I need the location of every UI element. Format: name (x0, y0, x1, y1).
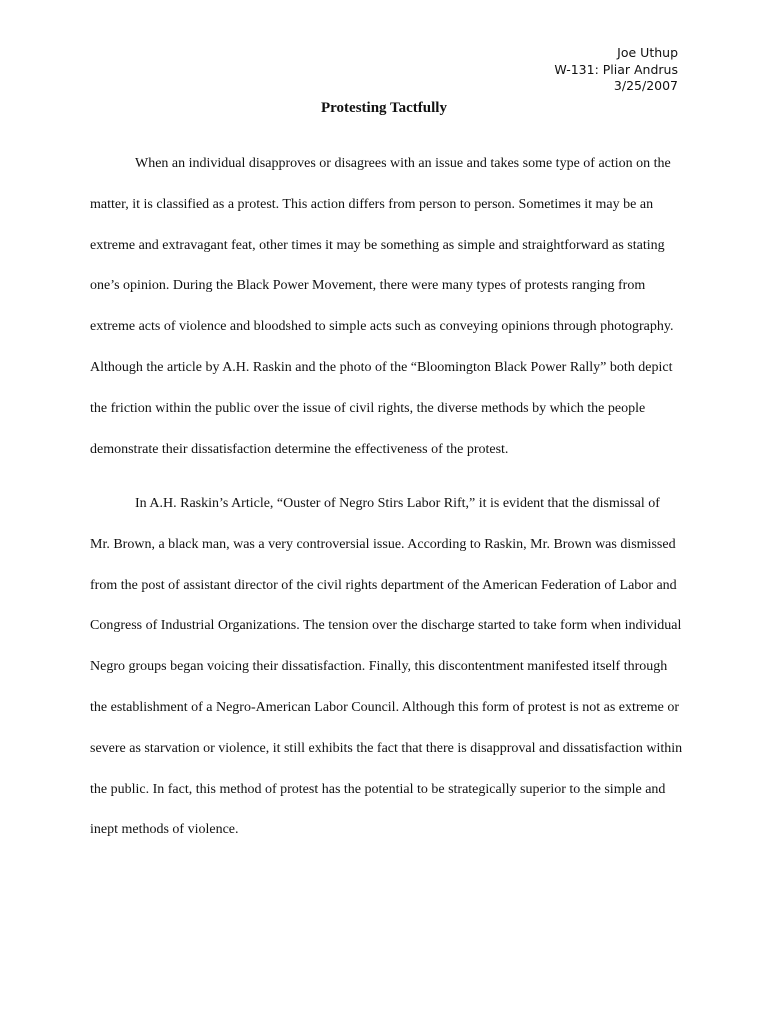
paragraph-line: the public. In fact, this method of protest has the potential to be strategically superior to the simple and (90, 781, 666, 797)
document-title: Protesting Tactfully (321, 100, 447, 116)
paragraph-line: the friction within the public over the issue of civil rights, the diverse methods by which the people (90, 400, 646, 416)
header-block (554, 45, 678, 95)
paragraph-1 (90, 144, 680, 470)
paragraph-line: inept methods of violence. (90, 822, 239, 838)
document-date: 3/25/2007 (613, 78, 678, 93)
paragraph-line: In A.H. Raskin’s Article, “Ouster of Negro Stirs Labor Rift,” it is evident that the dismissal of (135, 496, 660, 511)
paragraph-line: demonstrate their dissatisfaction determine the effectiveness of the protest. (90, 441, 509, 457)
paragraph-line: from the post of assistant director of the civil rights department of the American Federation of Labor and (90, 577, 677, 593)
paragraph-line: extreme and extravagant feat, other times it may be something as simple and straightforward as stating (90, 237, 665, 253)
paragraph-2 (90, 484, 683, 851)
paragraph-line: severe as starvation or violence, it still exhibits the fact that there is disapproval and dissatisfaction within (90, 740, 683, 756)
paragraph-line: the establishment of a Negro-American Labor Council. Although this form of protest is not as extreme or (90, 699, 680, 715)
paragraph-line: one’s opinion. During the Black Power Movement, there were many types of protests ranging from (90, 278, 646, 294)
paragraph-line: Although the article by A.H. Raskin and the photo of the “Bloomington Black Power Rally” both depict (90, 359, 673, 375)
paragraph-line: Congress of Industrial Organizations. The tension over the discharge started to take form when individual (90, 618, 682, 634)
paragraph-line: extreme acts of violence and bloodshed to simple acts such as conveying opinions through photography. (90, 319, 674, 335)
paragraph-line: Negro groups began voicing their dissatisfaction. Finally, this discontentment manifested itself through (90, 659, 668, 675)
author-name: Joe Uthup (617, 45, 678, 60)
course-info: W-131: Pliar Andrus (554, 61, 678, 77)
paragraph-line: When an individual disapproves or disagrees with an issue and takes some type of action on the (135, 156, 671, 171)
paragraph-line: matter, it is classified as a protest. This action differs from person to person. Sometimes it may be an (90, 196, 654, 212)
paragraph-line: Mr. Brown, a black man, was a very controversial issue. According to Raskin, Mr. Brown was dismissed (90, 536, 676, 552)
